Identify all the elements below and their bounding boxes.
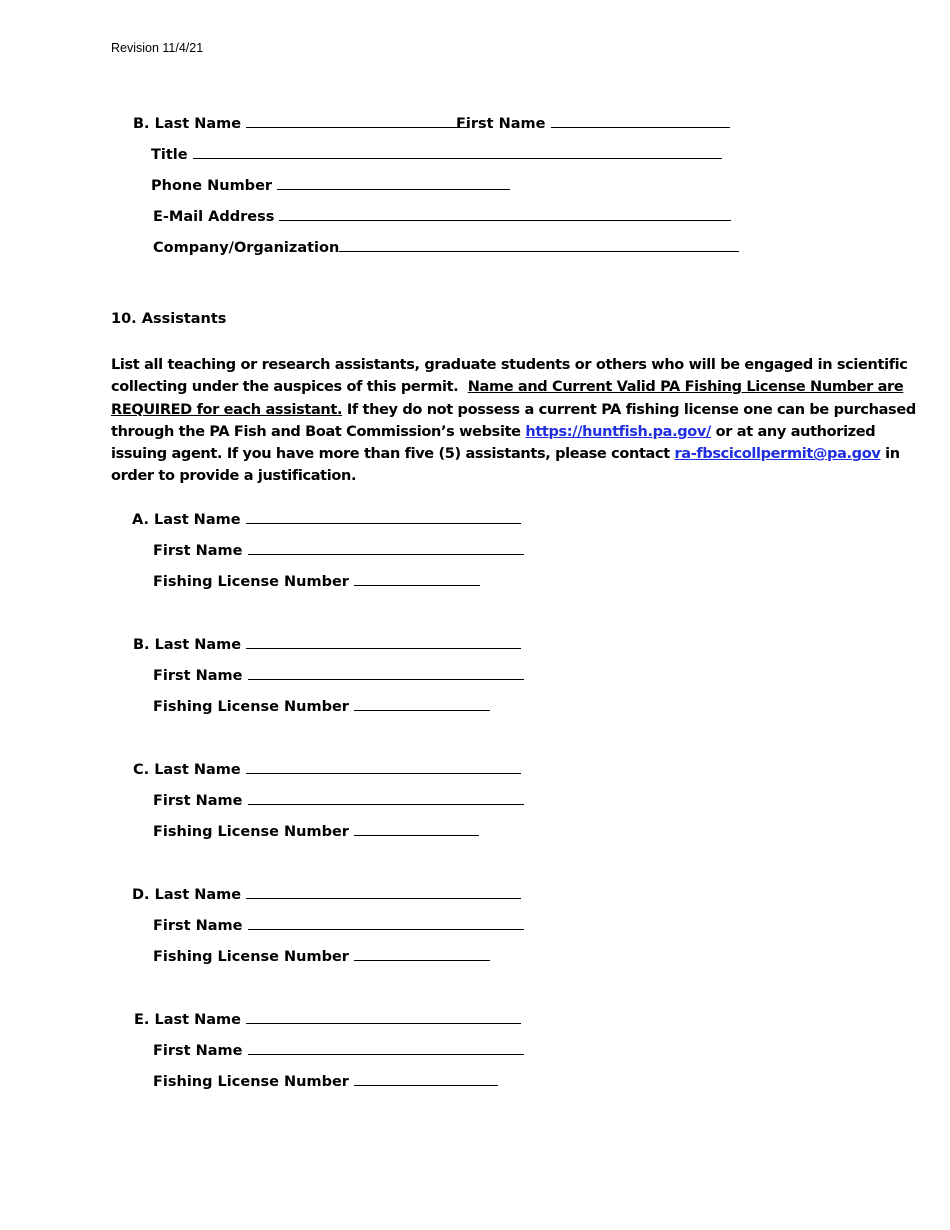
assistant-d-last-field[interactable] <box>246 883 521 899</box>
contact-last-name-field[interactable] <box>246 112 467 128</box>
contact-phone-row <box>151 174 510 196</box>
assistant-d-last-row <box>132 883 521 905</box>
assistant-c-license-label: Fishing License Number <box>153 824 349 840</box>
contact-title-field[interactable] <box>193 143 722 159</box>
assistant-e-first-field[interactable] <box>248 1039 524 1055</box>
assistant-b-first-row <box>153 664 524 686</box>
assistant-a-first-row <box>153 539 524 561</box>
assistant-a-first-field[interactable] <box>248 539 524 555</box>
contact-email-row <box>153 205 731 227</box>
contact-title-row <box>151 143 722 165</box>
assistant-e-first-label: First Name <box>153 1043 243 1059</box>
assistant-e-license-label: Fishing License Number <box>153 1074 349 1090</box>
instr-line-2a: collecting under the auspices of this permit. <box>111 379 459 396</box>
assistant-b-last-field[interactable] <box>246 633 521 649</box>
assistant-d-first-field[interactable] <box>248 914 524 930</box>
assistant-e-last-row <box>134 1008 521 1030</box>
assistants-instructions <box>111 354 916 488</box>
assistant-d-first-label: First Name <box>153 918 243 934</box>
assistant-a-last-row <box>132 508 521 530</box>
contact-first-name-label: First Name <box>456 116 546 132</box>
contact-phone-label: Phone Number <box>151 178 273 194</box>
assistant-c-last-label: C. Last Name <box>133 762 241 778</box>
contact-email-field[interactable] <box>279 205 731 221</box>
assistant-d-license-label: Fishing License Number <box>153 949 349 965</box>
assistant-c-last-field[interactable] <box>246 758 521 774</box>
assistant-e-license-field[interactable] <box>354 1070 498 1086</box>
contact-email-label: E-Mail Address <box>153 209 275 225</box>
assistant-b-license-row <box>153 695 490 717</box>
contact-title-label: Title <box>151 147 188 163</box>
instr-line-5b: in <box>885 446 900 463</box>
assistant-b-first-field[interactable] <box>248 664 524 680</box>
huntfish-link[interactable]: https://huntfish.pa.gov/ <box>525 423 711 440</box>
assistant-c-license-row <box>153 820 479 842</box>
assistant-a-first-label: First Name <box>153 543 243 559</box>
assistant-e-first-row <box>153 1039 524 1061</box>
instr-line-3b: If they do not possess a current PA fishing license one can be purchased <box>346 401 916 418</box>
assistant-e-last-field[interactable] <box>246 1008 521 1024</box>
assistant-c-last-row <box>133 758 521 780</box>
instr-line-6: order to provide a justification. <box>111 468 357 485</box>
assistant-d-last-label: D. Last Name <box>132 887 242 903</box>
assistant-a-last-label: A. Last Name <box>132 512 241 528</box>
assistant-c-license-field[interactable] <box>354 820 479 836</box>
contact-last-name-label: B. Last Name <box>133 116 242 132</box>
assistant-a-license-row <box>153 570 480 592</box>
revision-label: Revision 11/4/21 <box>111 41 204 55</box>
assistant-b-last-label: B. Last Name <box>133 637 242 653</box>
instr-line-1: List all teaching or research assistants, graduate students or others who will be engaged in scientific <box>111 357 908 373</box>
instr-line-5a: issuing agent. If you have more than five (5) assistants, please contact <box>111 446 670 463</box>
assistant-e-last-label: E. Last Name <box>134 1012 241 1028</box>
assistant-a-license-field[interactable] <box>354 570 480 586</box>
assistant-c-first-row <box>153 789 524 811</box>
assistants-heading: 10. Assistants <box>111 311 227 327</box>
permit-email-link[interactable]: ra-fbscicollpermit@pa.gov <box>674 446 881 463</box>
instr-line-4a: through the PA Fish and Boat Commission’s website <box>111 423 521 440</box>
assistant-b-license-field[interactable] <box>354 695 490 711</box>
instr-line-4b: or at any authorized <box>715 423 876 440</box>
instr-required-note-2: REQUIRED for each assistant. <box>111 401 343 418</box>
contact-last-name-row <box>133 112 467 134</box>
contact-first-name-field[interactable] <box>551 112 730 128</box>
assistant-b-first-label: First Name <box>153 668 243 684</box>
assistant-d-license-field[interactable] <box>354 945 490 961</box>
assistant-e-license-row <box>153 1070 498 1092</box>
assistant-d-first-row <box>153 914 524 936</box>
assistant-c-first-field[interactable] <box>248 789 524 805</box>
assistant-a-license-label: Fishing License Number <box>153 574 349 590</box>
contact-company-row <box>153 236 739 258</box>
assistant-d-license-row <box>153 945 490 967</box>
assistant-a-last-field[interactable] <box>246 508 521 524</box>
assistant-c-first-label: First Name <box>153 793 243 809</box>
contact-phone-field[interactable] <box>277 174 510 190</box>
contact-company-label: Company/Organization <box>153 240 340 256</box>
instr-required-note-1: Name and Current Valid PA Fishing License Number are <box>467 379 904 396</box>
contact-company-field[interactable] <box>339 236 739 252</box>
assistant-b-last-row <box>133 633 521 655</box>
assistant-b-license-label: Fishing License Number <box>153 699 349 715</box>
contact-first-name-row <box>456 112 730 134</box>
